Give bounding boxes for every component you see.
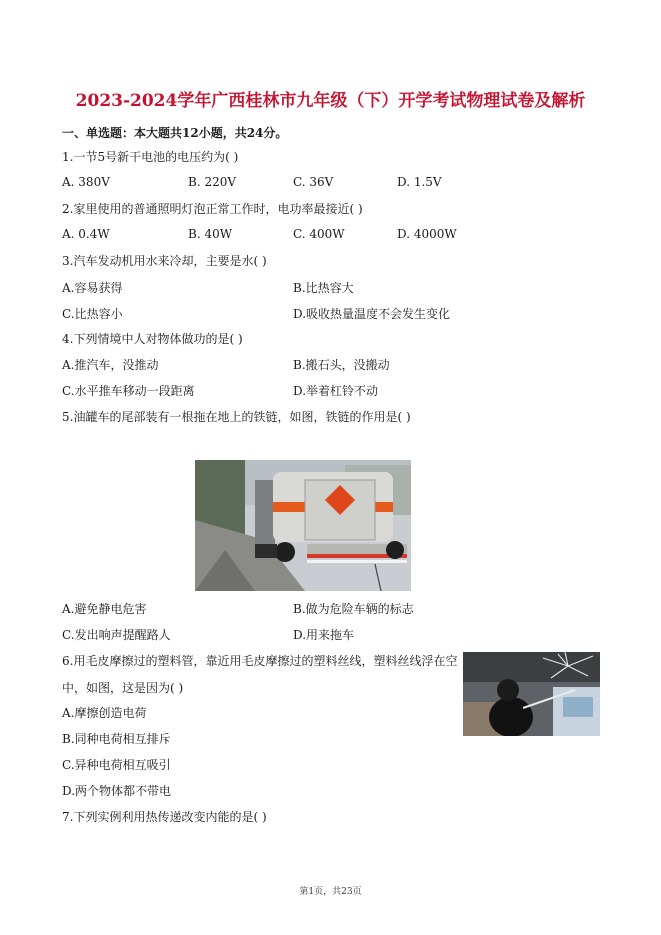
q5-option-a: A.避免静电危害 — [62, 602, 147, 616]
q1-option-c: C. 36V — [293, 175, 334, 189]
question-1: 1.一节5号新干电池的电压约为( ) — [62, 150, 239, 164]
q6-option-c: C.异种电荷相互吸引 — [62, 758, 171, 772]
question-5: 5.油罐车的尾部装有一根拖在地上的铁链，如图，铁链的作用是( ) — [62, 410, 411, 424]
exam-title: 2023-2024学年广西桂林市九年级（下）开学考试物理试卷及解析 — [75, 91, 586, 111]
q1-option-b: B. 220V — [188, 175, 237, 189]
q3-option-d: D.吸收热量温度不会发生变化 — [293, 307, 451, 321]
question-3: 3.汽车发动机用水来冷却，主要是水( ) — [62, 254, 267, 268]
question-6-line-2: 中，如图，这是因为( ) — [62, 681, 184, 695]
question-4: 4.下列情境中人对物体做功的是( ) — [62, 332, 243, 346]
q6-option-a: A.摩擦创造电荷 — [62, 706, 147, 720]
tanker-truck-photo — [195, 460, 411, 591]
question-2: 2.家里使用的普通照明灯泡正常工作时，电功率最接近( ) — [62, 202, 363, 216]
q5-option-b: B.做为危险车辆的标志 — [293, 602, 414, 616]
q4-option-a: A.推汽车，没推动 — [62, 358, 159, 372]
q5-option-d: D.用来拖车 — [293, 628, 355, 642]
q4-option-b: B.搬石头，没搬动 — [293, 358, 390, 372]
q4-option-d: D.举着杠铃不动 — [293, 384, 379, 398]
q1-option-a: A. 380V — [62, 175, 110, 189]
question-6-line-1: 6.用毛皮摩擦过的塑料管，靠近用毛皮摩擦过的塑料丝线，塑料丝线浮在空 — [62, 654, 458, 668]
q3-option-b: B.比热容大 — [293, 281, 354, 295]
q3-option-c: C.比热容小 — [62, 307, 123, 321]
q6-option-b: B.同种电荷相互排斥 — [62, 732, 171, 746]
q2-option-a: A. 0.4W — [62, 227, 110, 241]
question-7: 7.下列实例利用热传递改变内能的是( ) — [62, 810, 267, 824]
static-electricity-photo — [463, 652, 600, 736]
q2-option-d: D. 4000W — [397, 227, 457, 241]
q6-option-d: D.两个物体都不带电 — [62, 784, 172, 798]
q1-option-d: D. 1.5V — [397, 175, 442, 189]
page-footer: 第1页，共23页 — [299, 887, 362, 897]
q3-option-a: A.容易获得 — [62, 281, 123, 295]
q4-option-c: C.水平推车移动一段距离 — [62, 384, 195, 398]
section-heading: 一、单选题：本大题共12小题，共24分。 — [62, 126, 288, 140]
q2-option-b: B. 40W — [188, 227, 233, 241]
q5-option-c: C.发出响声提醒路人 — [62, 628, 171, 642]
q2-option-c: C. 400W — [293, 227, 345, 241]
